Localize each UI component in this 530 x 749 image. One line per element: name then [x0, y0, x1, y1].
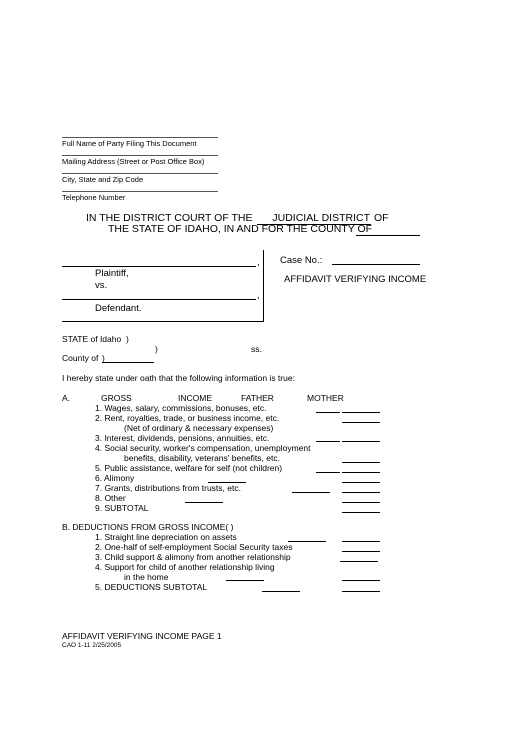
defendant-name-blank[interactable]	[62, 299, 256, 300]
a1-mother-blank[interactable]	[342, 412, 380, 413]
col-gross: GROSS	[101, 393, 132, 403]
county-name-blank[interactable]	[356, 235, 420, 236]
b5-father-blank[interactable]	[262, 591, 300, 592]
header-rule-1	[62, 137, 218, 138]
footer-code: CAO 1-11 2/25/2005	[62, 642, 122, 649]
telephone-label: Telephone Number	[62, 193, 126, 202]
a7-father-blank[interactable]	[292, 492, 330, 493]
item-a2-note: (Net of ordinary & necessary expenses)	[124, 423, 274, 433]
item-b4: 4. Support for child of another relationship living	[95, 562, 275, 572]
item-a6: 6. Alimony	[95, 473, 135, 483]
a8-mother-blank[interactable]	[342, 502, 380, 503]
defendant-label: Defendant.	[95, 303, 142, 314]
col-father: FATHER	[241, 393, 274, 403]
plaintiff-comma: ,	[257, 257, 260, 268]
item-b4-cont: in the home	[124, 572, 169, 582]
footer-title: AFFIDAVIT VERIFYING INCOME PAGE 1	[62, 631, 222, 641]
court-prefix: IN THE DISTRICT COURT OF THE	[86, 212, 253, 224]
judicial-district-label: JUDICIAL DISTRICT	[272, 212, 371, 224]
header-rule-2	[62, 155, 218, 156]
a3-mother-blank[interactable]	[342, 441, 380, 442]
item-b1: 1. Straight line depreciation on assets	[95, 532, 237, 542]
plaintiff-label: Plaintiff,	[95, 268, 129, 279]
item-a4: 4. Social security, worker's compensation, unemployment	[95, 443, 311, 453]
a9-mother-blank[interactable]	[342, 512, 380, 513]
item-b2: 2. One-half of self-employment Social Security taxes	[95, 542, 293, 552]
b4-mother-blank[interactable]	[342, 580, 380, 581]
case-no-blank[interactable]	[332, 264, 420, 265]
header-rule-3	[62, 173, 218, 174]
section-a-letter: A.	[62, 393, 71, 403]
oath-statement: I hereby state under oath that the following information is true:	[62, 373, 295, 383]
item-b3: 3. Child support & alimony from another relationship	[95, 552, 291, 562]
case-no-label: Case No.:	[280, 255, 323, 266]
mailing-address-label: Mailing Address (Street or Post Office Box)	[62, 157, 205, 166]
item-a3: 3. Interest, dividends, pensions, annuities, etc.	[95, 433, 270, 443]
a8-other-blank[interactable]	[185, 502, 223, 503]
affidavit-title: AFFIDAVIT VERIFYING INCOME	[284, 274, 427, 285]
court-heading-line2	[108, 223, 372, 235]
a4-mother-blank[interactable]	[342, 462, 380, 463]
col-income: INCOME	[178, 393, 212, 403]
col-mother: MOTHER	[307, 393, 344, 403]
item-a8: 8. Other	[95, 493, 126, 503]
full-name-label: Full Name of Party Filing This Document	[62, 139, 197, 148]
city-state-zip-label: City, State and Zip Code	[62, 175, 144, 184]
a6-mother-blank[interactable]	[342, 482, 380, 483]
county-of-label: County of	[62, 353, 99, 363]
a2-mother-blank[interactable]	[342, 422, 380, 423]
a3-father-blank[interactable]	[316, 441, 340, 442]
a7-mother-blank[interactable]	[342, 492, 380, 493]
b5-mother-blank[interactable]	[342, 591, 380, 592]
county-paren: )	[102, 353, 105, 363]
state-paren: )	[125, 334, 129, 344]
state-of-idaho: STATE of Idaho	[62, 334, 122, 344]
caption-divider	[263, 250, 264, 322]
a6-other-blank[interactable]	[208, 482, 246, 483]
item-a4-cont: benefits, disability, veterans' benefits, etc.	[124, 453, 280, 463]
a5-father-blank[interactable]	[316, 472, 340, 473]
item-b5: 5. DEDUCTIONS SUBTOTAL	[95, 582, 208, 592]
state-label	[62, 334, 129, 344]
a5-mother-blank[interactable]	[342, 472, 380, 473]
plaintiff-name-blank[interactable]	[62, 266, 256, 267]
item-a9: 9. SUBTOTAL	[95, 503, 149, 513]
item-a5: 5. Public assistance, welfare for self (not children)	[95, 463, 283, 473]
section-b-title: B. DEDUCTIONS FROM GROSS INCOME( )	[62, 522, 234, 532]
item-a7: 7. Grants, distributions from trusts, etc.	[95, 483, 241, 493]
b2-mother-blank[interactable]	[342, 551, 380, 552]
middle-paren: )	[155, 344, 158, 354]
court-state-county: THE STATE OF IDAHO, IN AND FOR THE COUNTY OF	[108, 223, 373, 235]
ss-label: ss.	[251, 344, 262, 354]
item-a1: 1. Wages, salary, commissions, bonuses, etc.	[95, 403, 267, 413]
caption-bottom-rule	[62, 321, 263, 322]
b3-father-blank[interactable]	[340, 561, 378, 562]
court-of: OF	[373, 212, 389, 224]
b1-mother-blank[interactable]	[342, 541, 380, 542]
venue-county-blank[interactable]	[102, 362, 154, 363]
a1-father-blank[interactable]	[316, 412, 340, 413]
defendant-comma: ,	[257, 290, 260, 301]
b1-father-blank[interactable]	[288, 541, 326, 542]
item-a2: 2. Rent, royalties, trade, or business income, etc.	[95, 413, 280, 423]
b4-father-blank[interactable]	[226, 580, 264, 581]
vs-label: vs.	[95, 280, 108, 291]
header-rule-4	[62, 191, 218, 192]
